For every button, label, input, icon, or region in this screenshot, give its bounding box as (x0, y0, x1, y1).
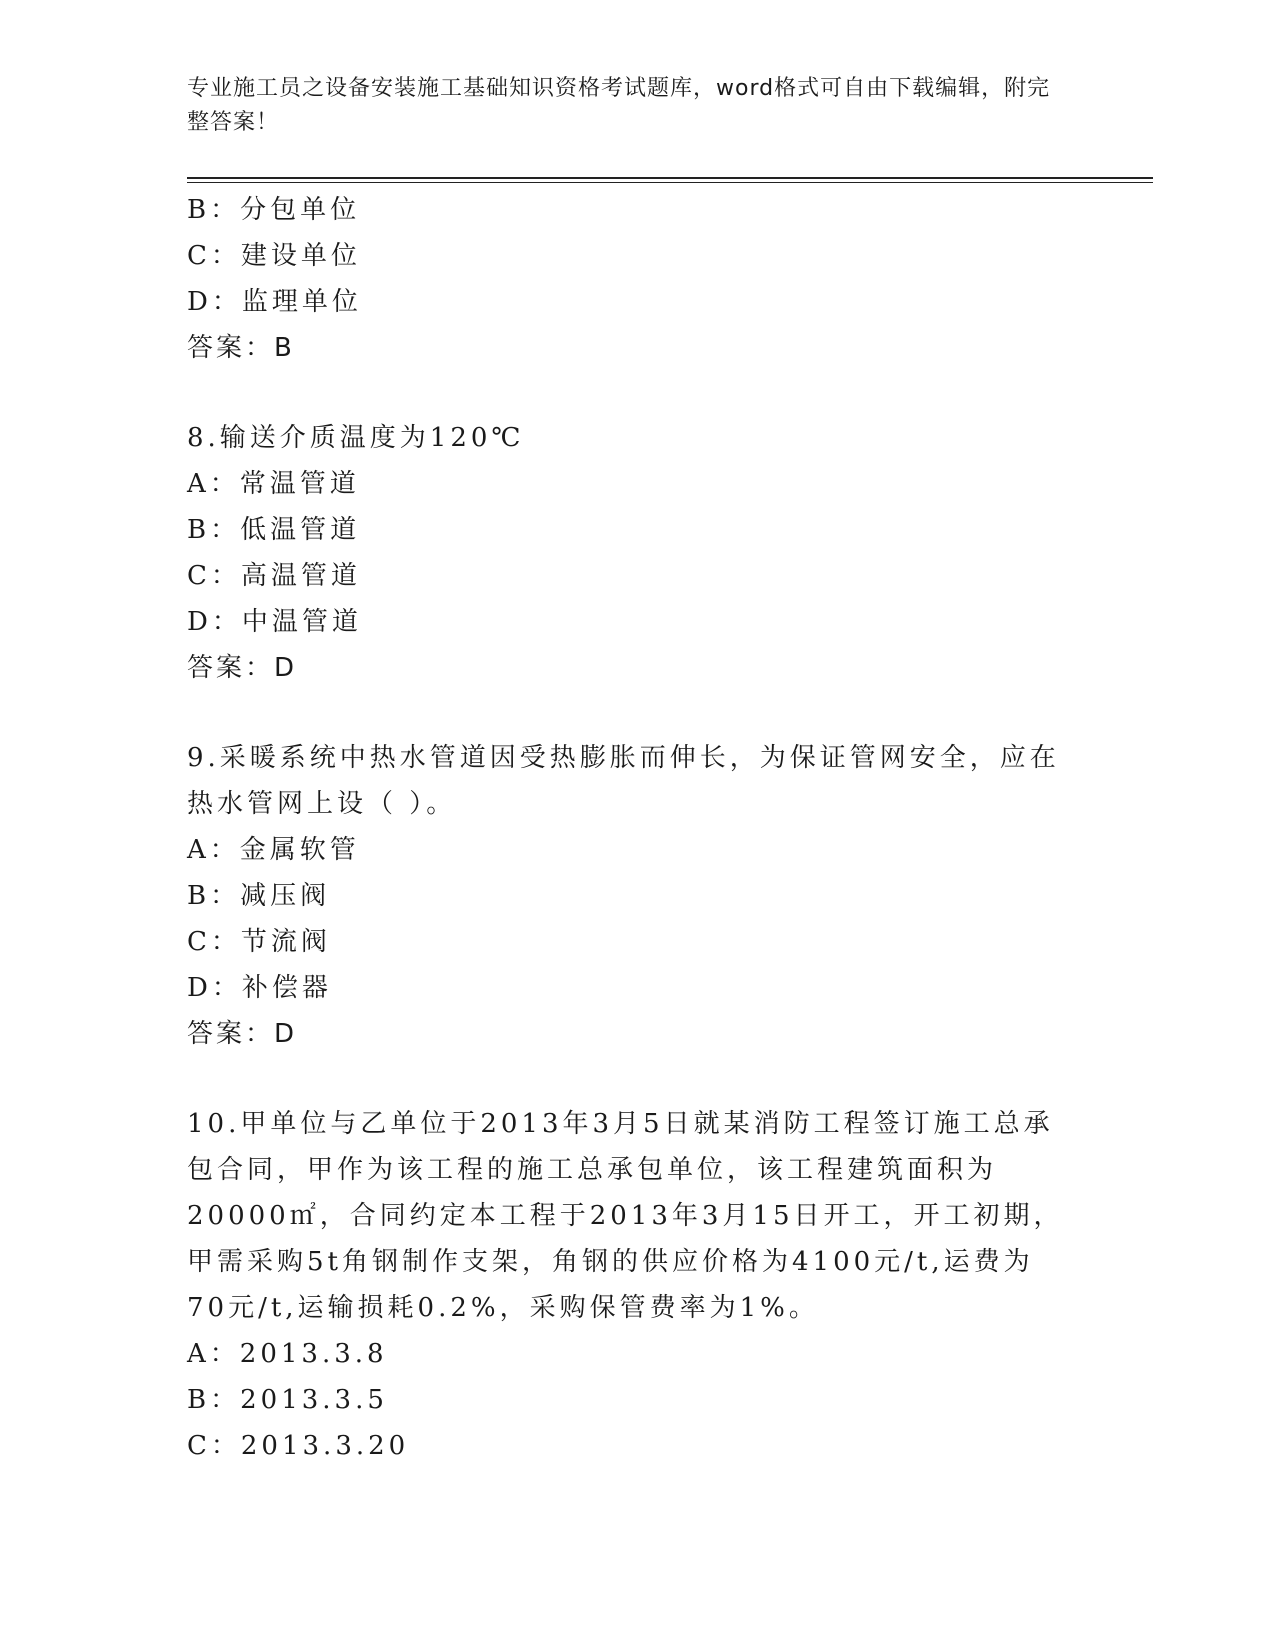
question-text: 9.采暖系统中热水管道因受热膨胀而伸长，为保证管网安全，应在热水管网上设（ ）。 (187, 743, 1060, 819)
option-a: A：2013.3.8 (187, 1339, 388, 1369)
option-c: C：建设单位 (187, 241, 361, 271)
question-text: 8.输送介质温度为120℃ (187, 423, 525, 453)
answer-label: 答案：D (187, 1019, 298, 1049)
answer-label: 答案：D (187, 653, 298, 683)
answer-label: 答案：B (187, 333, 295, 363)
option-a: A：常温管道 (187, 469, 360, 499)
option-b: B：低温管道 (187, 515, 361, 545)
question-content (187, 187, 1067, 1469)
question-block-8 (187, 415, 1067, 691)
option-c: C：高温管道 (187, 561, 361, 591)
option-d: D：监理单位 (187, 287, 362, 317)
option-d: D：补偿器 (187, 973, 332, 1003)
option-d: D：中温管道 (187, 607, 362, 637)
document-header: 专业施工员之设备安装施工基础知识资格考试题库，word格式可自由下载编辑，附完整答案！ (187, 76, 1051, 135)
question-block-7 (187, 187, 1067, 371)
option-c: C：2013.3.20 (187, 1431, 410, 1461)
option-b: B：减压阀 (187, 881, 331, 911)
option-b: B：2013.3.5 (187, 1385, 388, 1415)
question-text: 10.甲单位与乙单位于2013年3月5日就某消防工程签订施工总承包合同，甲作为该工程的施工总承包单位，该工程建筑面积为20000㎡，合同约定本工程于2013年3月15日开工，开工初期，甲需采购5t角钢制作支架，角钢的供应价格为4100元/t,运费为70元/t,运输损耗0.2%，采购保管费率为1%。 (187, 1109, 1064, 1323)
option-a: A：金属软管 (187, 835, 360, 865)
question-block-9 (187, 735, 1067, 1057)
header-rule-thin (187, 182, 1153, 183)
option-b: B：分包单位 (187, 195, 361, 225)
header-rule-thick (187, 177, 1153, 179)
option-c: C：节流阀 (187, 927, 331, 957)
question-block-10 (187, 1101, 1067, 1469)
